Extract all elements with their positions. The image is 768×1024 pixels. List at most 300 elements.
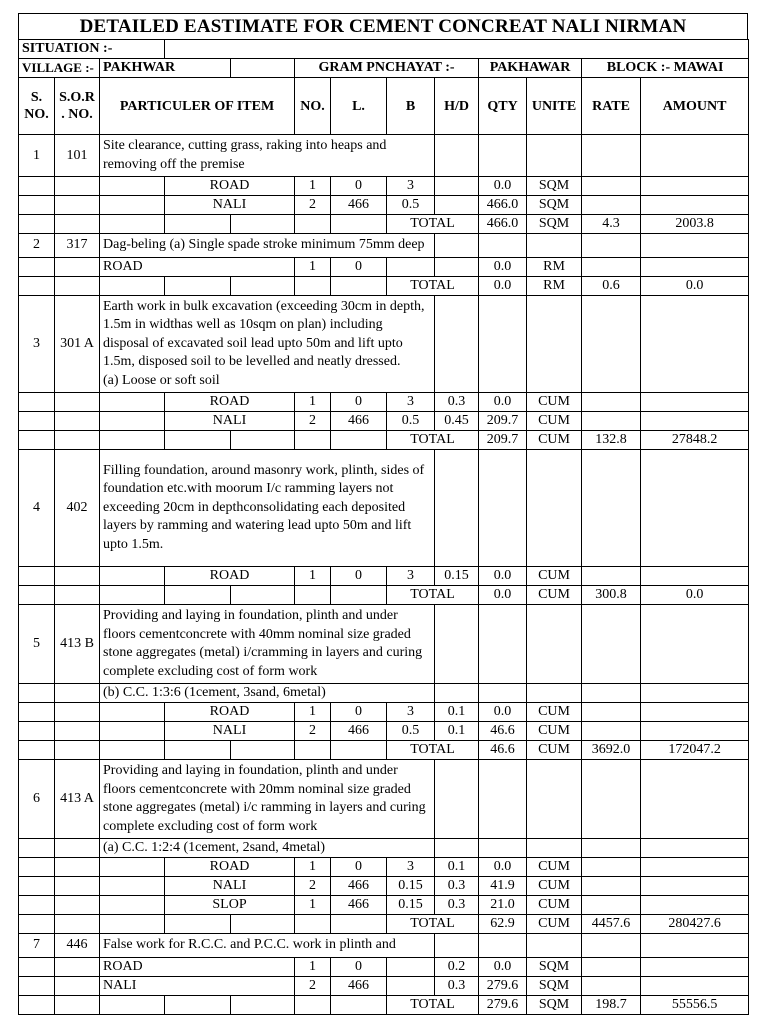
sub-rate: [582, 177, 641, 196]
item-empty: [641, 234, 749, 258]
spec-empty: [479, 684, 527, 703]
sub-unit: CUM: [527, 896, 582, 915]
sub-sno: [19, 877, 55, 896]
sub-row: [19, 393, 749, 412]
total-rate: 4.3: [582, 215, 641, 234]
total-label: TOTAL: [387, 431, 479, 450]
sub-sno: [19, 957, 55, 976]
total-c1: [100, 995, 165, 1014]
total-amount: 280427.6: [641, 915, 749, 934]
total-amount: 55556.5: [641, 995, 749, 1014]
sub-name: NALI: [165, 196, 295, 215]
sub-indent: [100, 703, 165, 722]
item-sno: 5: [19, 605, 55, 684]
item-sor: 301 A: [55, 295, 100, 393]
total-sno: [19, 215, 55, 234]
item-empty: [527, 760, 582, 839]
estimate-body: [19, 40, 749, 1015]
item-empty: [527, 234, 582, 258]
total-unit: CUM: [527, 741, 582, 760]
sub-name: ROAD: [165, 858, 295, 877]
sub-no: 1: [295, 257, 331, 276]
item-empty: [479, 234, 527, 258]
sub-hd: 0.1: [435, 722, 479, 741]
total-c2: [165, 586, 231, 605]
sub-indent: [100, 412, 165, 431]
item-empty: [479, 295, 527, 393]
total-rate: 300.8: [582, 586, 641, 605]
sub-b: [387, 257, 435, 276]
header-no: NO.: [295, 78, 331, 135]
spec-empty: [479, 839, 527, 858]
total-sno: [19, 431, 55, 450]
total-c3: [231, 995, 295, 1014]
gram-panchayat-label: GRAM PNCHAYAT :-: [295, 59, 479, 78]
header-sno: S. NO.: [19, 78, 55, 135]
total-qty: 209.7: [479, 431, 527, 450]
item-empty: [479, 135, 527, 177]
total-no: [295, 431, 331, 450]
total-unit: SQM: [527, 995, 582, 1014]
village-spacer: [231, 59, 295, 78]
sub-b: [387, 957, 435, 976]
item-sno: 7: [19, 934, 55, 958]
sub-name: SLOP: [165, 896, 295, 915]
spec-empty: [527, 839, 582, 858]
sub-rate: [582, 858, 641, 877]
item-empty: [641, 135, 749, 177]
total-sno: [19, 995, 55, 1014]
sub-l: 0: [331, 393, 387, 412]
sub-hd: 0.3: [435, 976, 479, 995]
gram-panchayat-value: PAKHAWAR: [479, 59, 582, 78]
item-row: [19, 605, 749, 684]
sub-row: [19, 412, 749, 431]
sub-indent: [100, 858, 165, 877]
spec-sno: [19, 839, 55, 858]
header-hd: H/D: [435, 78, 479, 135]
spec-empty: [435, 839, 479, 858]
sub-no: 2: [295, 412, 331, 431]
description-line: Filling foundation, around masonry work, plinth, sides of foundation etc.with moorum I/c ramming layers not exceeding 20cm in depthconsolidating each deposited layers by ramming and watering lead upto 50m and lift upto 1.5m.: [103, 462, 425, 552]
total-c2: [165, 276, 231, 295]
village-value: PAKHWAR: [100, 59, 231, 78]
item-sor: 317: [55, 234, 100, 258]
sub-b: [387, 976, 435, 995]
sub-hd: 0.1: [435, 858, 479, 877]
sub-sor: [55, 976, 100, 995]
sub-b: 0.5: [387, 412, 435, 431]
sub-sno: [19, 196, 55, 215]
total-c1: [100, 586, 165, 605]
item-empty: [582, 605, 641, 684]
sub-sno: [19, 703, 55, 722]
total-l: [331, 215, 387, 234]
sub-no: 2: [295, 976, 331, 995]
item-empty: [582, 760, 641, 839]
sub-hd: 0.3: [435, 896, 479, 915]
total-l: [331, 431, 387, 450]
item-empty: [582, 934, 641, 958]
sub-rate: [582, 896, 641, 915]
sub-b: 3: [387, 567, 435, 586]
total-no: [295, 995, 331, 1014]
sub-qty: 0.0: [479, 858, 527, 877]
item-empty: [641, 450, 749, 567]
village-row: [19, 59, 749, 78]
spec-sno: [19, 684, 55, 703]
total-l: [331, 995, 387, 1014]
spec-empty: [527, 684, 582, 703]
total-label: TOTAL: [387, 995, 479, 1014]
sub-qty: 0.0: [479, 177, 527, 196]
description-line: Providing and laying in foundation, plinth and under floors cementconcrete with 40mm nominal size graded stone aggregates (metal) i/cramming in layers and curing complete excluding cost of form work: [103, 608, 423, 679]
item-sno: 2: [19, 234, 55, 258]
item-row: [19, 234, 749, 258]
total-no: [295, 915, 331, 934]
sub-indent: [100, 196, 165, 215]
sub-no: 1: [295, 393, 331, 412]
item-description: [100, 605, 435, 684]
sub-unit: SQM: [527, 177, 582, 196]
sub-qty: 41.9: [479, 877, 527, 896]
item-sno: 3: [19, 295, 55, 393]
total-c3: [231, 215, 295, 234]
total-c3: [231, 431, 295, 450]
sub-sor: [55, 858, 100, 877]
sub-rate: [582, 722, 641, 741]
item-empty: [435, 605, 479, 684]
sub-l: 0: [331, 957, 387, 976]
sub-rate: [582, 257, 641, 276]
sub-b: 3: [387, 858, 435, 877]
item-empty: [582, 450, 641, 567]
item-empty: [479, 760, 527, 839]
total-c1: [100, 741, 165, 760]
sub-row: [19, 177, 749, 196]
block-label: BLOCK :- MAWAI: [582, 59, 749, 78]
sub-sor: [55, 257, 100, 276]
item-empty: [479, 450, 527, 567]
item-sno: 4: [19, 450, 55, 567]
item-empty: [527, 295, 582, 393]
spec-sor: [55, 684, 100, 703]
situation-label: SITUATION :-: [19, 40, 165, 59]
sub-unit: RM: [527, 257, 582, 276]
item-sno: 6: [19, 760, 55, 839]
total-c1: [100, 915, 165, 934]
sub-sno: [19, 177, 55, 196]
total-label: TOTAL: [387, 586, 479, 605]
header-rate: RATE: [582, 78, 641, 135]
total-l: [331, 586, 387, 605]
total-row: [19, 276, 749, 295]
sub-sno: [19, 393, 55, 412]
total-unit: CUM: [527, 915, 582, 934]
estimate-table: [18, 39, 749, 1015]
total-row: [19, 915, 749, 934]
item-sor: 446: [55, 934, 100, 958]
total-l: [331, 915, 387, 934]
item-empty: [641, 760, 749, 839]
total-c2: [165, 915, 231, 934]
item-description: [100, 135, 435, 177]
item-description: [100, 450, 435, 567]
item-empty: [435, 450, 479, 567]
item-empty: [435, 234, 479, 258]
sub-l: 466: [331, 412, 387, 431]
total-unit: RM: [527, 276, 582, 295]
situation-value: [165, 40, 749, 59]
sub-no: 2: [295, 196, 331, 215]
sub-hd: [435, 257, 479, 276]
sub-l: 466: [331, 196, 387, 215]
sub-sno: [19, 722, 55, 741]
total-c2: [165, 741, 231, 760]
sub-b: 0.15: [387, 877, 435, 896]
sub-unit: CUM: [527, 722, 582, 741]
sub-l: 466: [331, 896, 387, 915]
sub-qty: 279.6: [479, 976, 527, 995]
header-b: B: [387, 78, 435, 135]
sub-qty: 46.6: [479, 722, 527, 741]
sub-sor: [55, 957, 100, 976]
header-amount: AMOUNT: [641, 78, 749, 135]
total-no: [295, 586, 331, 605]
village-label: VILLAGE :-: [19, 59, 100, 78]
item-empty: [641, 934, 749, 958]
sub-no: 1: [295, 703, 331, 722]
total-label: TOTAL: [387, 215, 479, 234]
total-rate: 132.8: [582, 431, 641, 450]
total-l: [331, 741, 387, 760]
total-row: [19, 586, 749, 605]
sub-l: 0: [331, 177, 387, 196]
sub-name: ROAD: [165, 393, 295, 412]
sub-row: [19, 722, 749, 741]
item-empty: [435, 760, 479, 839]
spec-sor: [55, 839, 100, 858]
total-c3: [231, 741, 295, 760]
total-qty: 62.9: [479, 915, 527, 934]
sub-unit: CUM: [527, 877, 582, 896]
sub-hd: 0.3: [435, 877, 479, 896]
sub-b: 0.5: [387, 722, 435, 741]
sub-row: [19, 703, 749, 722]
sub-l: 0: [331, 257, 387, 276]
total-sno: [19, 276, 55, 295]
sub-qty: 0.0: [479, 567, 527, 586]
item-empty: [479, 934, 527, 958]
sub-rate: [582, 393, 641, 412]
sub-amount: [641, 957, 749, 976]
sub-name: NALI: [100, 976, 295, 995]
item-spec: (a) C.C. 1:2:4 (1cement, 2sand, 4metal): [100, 839, 435, 858]
item-empty: [582, 295, 641, 393]
sub-name: NALI: [165, 877, 295, 896]
total-row: [19, 431, 749, 450]
total-sno: [19, 741, 55, 760]
description-line: Dag-beling (a) Single spade stroke minimum 75mm deep: [103, 237, 425, 252]
sub-unit: CUM: [527, 703, 582, 722]
sub-hd: 0.1: [435, 703, 479, 722]
total-c3: [231, 915, 295, 934]
item-description: [100, 760, 435, 839]
total-c2: [165, 431, 231, 450]
total-c3: [231, 586, 295, 605]
sub-amount: [641, 703, 749, 722]
total-rate: 0.6: [582, 276, 641, 295]
sub-unit: CUM: [527, 567, 582, 586]
spec-empty: [435, 684, 479, 703]
sub-unit: SQM: [527, 196, 582, 215]
total-sor: [55, 586, 100, 605]
sub-sor: [55, 393, 100, 412]
sub-sno: [19, 257, 55, 276]
total-amount: 27848.2: [641, 431, 749, 450]
sub-qty: 0.0: [479, 703, 527, 722]
sub-unit: CUM: [527, 393, 582, 412]
sub-amount: [641, 196, 749, 215]
sub-unit: CUM: [527, 858, 582, 877]
sub-sor: [55, 877, 100, 896]
total-qty: 0.0: [479, 586, 527, 605]
sub-sor: [55, 703, 100, 722]
sub-sor: [55, 722, 100, 741]
total-sor: [55, 995, 100, 1014]
sub-l: 0: [331, 858, 387, 877]
total-sno: [19, 915, 55, 934]
sub-b: 3: [387, 177, 435, 196]
total-label: TOTAL: [387, 276, 479, 295]
item-empty: [435, 295, 479, 393]
sub-no: 1: [295, 567, 331, 586]
sub-indent: [100, 567, 165, 586]
sub-row: [19, 877, 749, 896]
sub-sno: [19, 412, 55, 431]
sub-sor: [55, 896, 100, 915]
sub-row: [19, 896, 749, 915]
description-line: False work for R.C.C. and P.C.C. work in plinth and: [103, 937, 396, 952]
sub-b: 3: [387, 393, 435, 412]
sub-name: ROAD: [100, 957, 295, 976]
item-description: [100, 295, 435, 393]
total-qty: 466.0: [479, 215, 527, 234]
total-rate: 3692.0: [582, 741, 641, 760]
item-empty: [527, 605, 582, 684]
sub-hd: [435, 196, 479, 215]
description-line: Site clearance, cutting grass, raking into heaps and removing off the premise: [103, 138, 387, 172]
total-sor: [55, 215, 100, 234]
sub-indent: [100, 896, 165, 915]
total-l: [331, 276, 387, 295]
sub-qty: 209.7: [479, 412, 527, 431]
sub-name: ROAD: [100, 257, 295, 276]
item-sor: 402: [55, 450, 100, 567]
sub-indent: [100, 177, 165, 196]
sub-name: ROAD: [165, 703, 295, 722]
total-qty: 46.6: [479, 741, 527, 760]
sub-sno: [19, 896, 55, 915]
sub-hd: 0.2: [435, 957, 479, 976]
total-c1: [100, 431, 165, 450]
sub-hd: 0.15: [435, 567, 479, 586]
sub-name: NALI: [165, 722, 295, 741]
item-sor: 413 B: [55, 605, 100, 684]
sub-rate: [582, 412, 641, 431]
spec-empty: [641, 684, 749, 703]
sub-amount: [641, 257, 749, 276]
item-description: [100, 234, 435, 258]
spec-empty: [582, 684, 641, 703]
total-row: [19, 215, 749, 234]
sub-qty: 0.0: [479, 393, 527, 412]
sub-qty: 0.0: [479, 257, 527, 276]
sub-amount: [641, 976, 749, 995]
sub-no: 2: [295, 877, 331, 896]
sub-b: 3: [387, 703, 435, 722]
spec-empty: [582, 839, 641, 858]
sub-amount: [641, 858, 749, 877]
sub-amount: [641, 567, 749, 586]
item-sno: 1: [19, 135, 55, 177]
sub-amount: [641, 722, 749, 741]
table-header-row: [19, 78, 749, 135]
total-amount: 0.0: [641, 276, 749, 295]
sub-unit: CUM: [527, 412, 582, 431]
item-empty: [641, 605, 749, 684]
sub-rate: [582, 957, 641, 976]
total-c1: [100, 276, 165, 295]
total-rate: 4457.6: [582, 915, 641, 934]
description-line: Providing and laying in foundation, plinth and under floors cementconcrete with 20mm nominal size graded stone aggregates (metal) i/c ramming in layers and curing complete excluding cost of form work: [103, 763, 426, 834]
sub-row: [19, 858, 749, 877]
item-empty: [641, 295, 749, 393]
total-row: [19, 995, 749, 1014]
sub-indent: [100, 722, 165, 741]
sub-b: 0.5: [387, 196, 435, 215]
total-label: TOTAL: [387, 915, 479, 934]
spec-row: [19, 684, 749, 703]
sub-rate: [582, 703, 641, 722]
total-sor: [55, 741, 100, 760]
total-no: [295, 215, 331, 234]
total-unit: CUM: [527, 431, 582, 450]
sub-rate: [582, 976, 641, 995]
total-no: [295, 741, 331, 760]
header-l: L.: [331, 78, 387, 135]
item-empty: [527, 135, 582, 177]
item-row: [19, 295, 749, 393]
sub-qty: 21.0: [479, 896, 527, 915]
header-sor: S.O.R . NO.: [55, 78, 100, 135]
sub-amount: [641, 393, 749, 412]
sub-sor: [55, 567, 100, 586]
sub-unit: SQM: [527, 976, 582, 995]
total-c2: [165, 995, 231, 1014]
item-row: [19, 934, 749, 958]
sub-sno: [19, 858, 55, 877]
total-unit: SQM: [527, 215, 582, 234]
page-title: DETAILED EASTIMATE FOR CEMENT CONCREAT NALI NIRMAN: [18, 13, 748, 39]
sub-row: [19, 957, 749, 976]
sub-sno: [19, 567, 55, 586]
sub-unit: SQM: [527, 957, 582, 976]
total-c2: [165, 215, 231, 234]
header-qty: QTY: [479, 78, 527, 135]
item-sor: 413 A: [55, 760, 100, 839]
sub-l: 466: [331, 722, 387, 741]
